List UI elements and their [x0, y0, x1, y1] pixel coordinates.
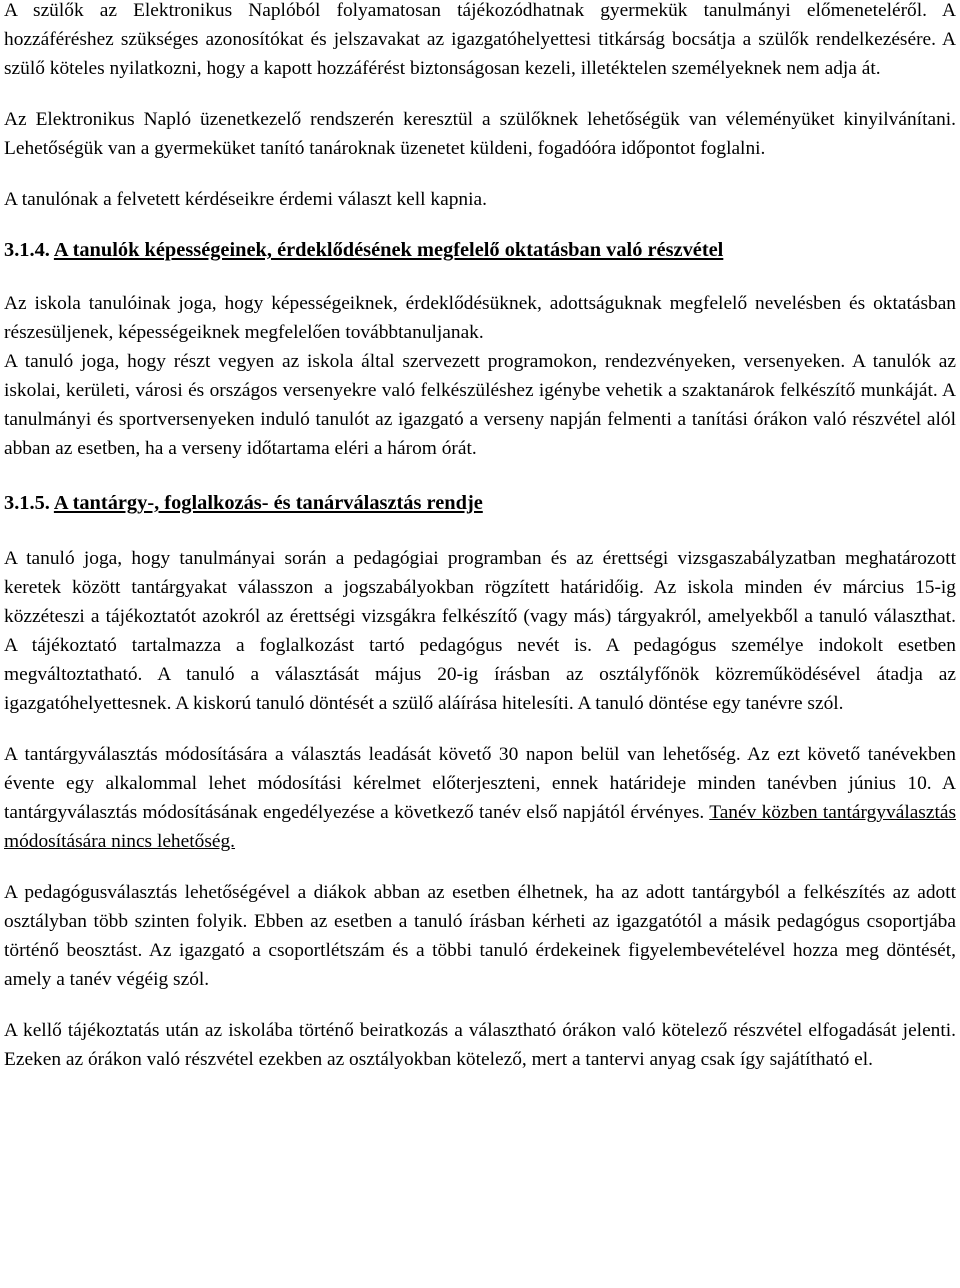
modification-underlined-text: Tanév közben tantárgyválasztás módosítására nincs lehetőség.: [4, 802, 957, 852]
paragraph-competitions: A tanuló joga, hogy részt vegyen az iskola által szervezett programokon, rendezvényeken, versenyeken. A tanulók az iskolai, kerületi, városi és országos versenyekre való felkészüléshez igénybe vehetik a szaktanárok felkészítő munkáját. A tanulmányi és sportversenyeken induló tanulót az igazgató a verseny napján felmenti a tanítási órákon való részvétel alól abban az esetben, ha a verseny időtartama eléri a három órát.: [4, 351, 956, 459]
paragraph-student-rights: Az iskola tanulóinak joga, hogy képességeiknek, érdeklődésüknek, adottságuknak megfelelő nevelésben és oktatásban részesüljenek, képességeiknek megfelelően továbbtanuljanak.: [4, 293, 956, 343]
section-number: 3.1.4.: [4, 239, 50, 261]
modification-text: A tantárgyválasztás módosítására a választás leadását követő 30 napon belül van lehetőség. Az ezt követő tanévekben évente egy alkalommal lehet módosítási kérelmet előterjeszteni, ennek határideje minden tanévben június 10. A tantárgyválasztás módosításának engedélyezése a következő tanév első napjától érvényes.: [4, 744, 956, 823]
section-number: 3.1.5.: [4, 492, 50, 514]
paragraph-parent-access: A szülők az Elektronikus Naplóból folyamatosan tájékozódhatnak gyermekük tanulmányi előmeneteléről. A hozzáféréshez szükséges azonosítókat és jelszavakat az igazgatóhelyettesi titkárság bocsátja a szülők rendelkezésére. A szülő köteles nyilatkozni, hogy a kapott hozzáférést biztonságosan kezeli, illetéktelen személyeknek nem adja át.: [4, 0, 956, 79]
paragraph-choice-modification: [4, 740, 956, 856]
paragraph-answer: A tanulónak a felvetett kérdéseikre érdemi választ kell kapnia.: [4, 189, 487, 210]
section-heading-3-1-5: [4, 489, 956, 518]
section-title: A tanulók képességeinek, érdeklődésének megfelelő oktatásban való részvétel: [53, 239, 724, 261]
paragraph-teacher-choice: A pedagógusválasztás lehetőségével a diákok abban az esetben élhetnek, ha az adott tantárgyból a felkészítés az adott osztályban több szinten folyik. Ebben az esetben a tanuló írásban kérheti az igazgatótól a másik pedagógus csoportjába történő beosztást. Az igazgató a csoportlétszám és a többi tanuló érdekeinek figyelembevételével hozza meg döntését, amely a tanév végéig szól.: [4, 882, 956, 990]
section-title: A tantárgy-, foglalkozás- és tanárválasztás rendje: [53, 492, 483, 514]
paragraph-enrollment: A kellő tájékoztatás után az iskolába történő beiratkozás a választható órákon való kötelező részvétel elfogadását jelenti. Ezeken az órákon való részvétel ezekben az osztályokban kötelező, mert a tantervi anyag csak így sajátítható el.: [4, 1020, 956, 1070]
section-heading-3-1-4: [4, 236, 956, 265]
paragraph-messaging: Az Elektronikus Napló üzenetkezelő rendszerén keresztül a szülőknek lehetőségük van véleményüket kinyilvánítani. Lehetőségük van a gyermeküket tanító tanároknak üzenetet küldeni, fogadóóra időpontot foglalni.: [4, 109, 956, 159]
paragraph-subject-choice: A tanuló joga, hogy tanulmányai során a pedagógiai programban és az érettségi vizsgaszabályzatban meghatározott keretek között tantárgyakat válasszon a jogszabályokban rögzített határidőig. Az iskola minden év március 15-ig közzéteszi a tájékoztatót azokról az érettségi vizsgákra felkészítő (vagy más) tárgyakról, amelyekből a tanuló választhat. A tájékoztató tartalmazza a foglalkozást tartó pedagógus nevét is. A pedagógus személye indokolt esetben megváltoztatható. A tanuló a választását május 20-ig írásban az osztályfőnök közreműködésével átadja az igazgatóhelyettesnek. A kiskorú tanuló döntését a szülő aláírása hitelesíti. A tanuló döntése egy tanévre szól.: [4, 548, 956, 714]
